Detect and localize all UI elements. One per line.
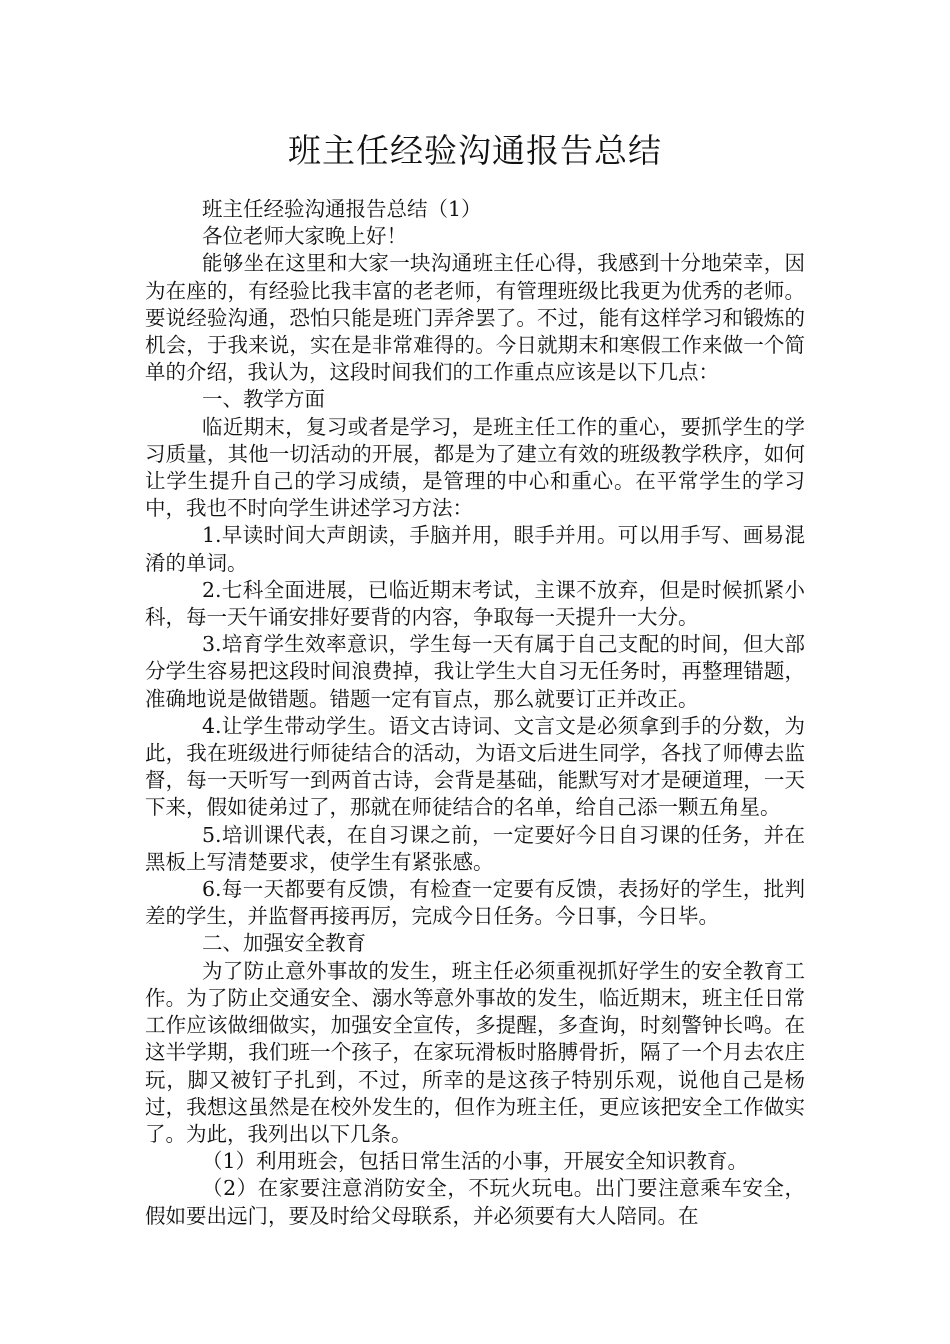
list-item-5: 5.培训课代表，在自习课之前，一定要好今日自习课的任务，并在黑板上写清楚要求，使学生有紧张感。 [145, 822, 805, 874]
safety-item-2: （2）在家要注意消防安全，不玩火玩电。出门要注意乘车安全，假如要出远门，要及时给父母联系，并必须要有大人陪同。在 [145, 1176, 805, 1228]
paragraph-subtitle: 班主任经验沟通报告总结（1） [202, 197, 482, 221]
paragraph-safety: 为了防止意外事故的发生，班主任必须重视抓好学生的安全教育工作。为了防止交通安全、溺水等意外事故的发生，临近期末，班主任日常工作应该做细做实，加强安全宣传，多提醒，多查询，时刻警钟长鸣。在这半学期，我们班一个孩子，在家玩滑板时胳膊骨折，隔了一个月去农庄玩，脚又被钉子扎到，不过，所幸的是这孩子特别乐观，说他自己是杨过，我想这虽然是在校外发生的，但作为班主任，更应该把安全工作做实了。为此，我列出以下几条。 [145, 958, 805, 1146]
document-title: 班主任经验沟通报告总结 [288, 131, 662, 170]
paragraph-greeting: 各位老师大家晚上好！ [202, 224, 407, 249]
paragraph-teaching: 临近期末，复习或者是学习，是班主任工作的重心，要抓学生的学习质量，其他一切活动的开展，都是为了建立有效的班级教学秩序，如何让学生提升自己的学习成绩，是管理的中心和重心。在平常学生的学习中，我也不时向学生讲述学习方法： [145, 414, 805, 521]
list-item-4: 4.让学生带动学生。语文古诗词、文言文是必须拿到手的分数，为此，我在班级进行师徒结合的活动，为语文后进生同学，各找了师傅去监督，每一天听写一到两首古诗，会背是基础，能默写对才是硬道理，一天下来，假如徒弟过了，那就在师徒结合的名单，给自己添一颗五角星。 [145, 713, 805, 820]
list-item-3: 3.培育学生效率意识，学生每一天有属于自己支配的时间，但大部分学生容易把这段时间浪费掉，我让学生大自习无任务时，再整理错题，准确地说是做错题。错题一定有盲点，那么就要订正并改正。 [145, 632, 805, 711]
list-item-1: 1.早读时间大声朗读，手脑并用，眼手并用。可以用手写、画易混淆的单词。 [145, 523, 805, 575]
paragraph-intro: 能够坐在这里和大家一块沟通班主任心得，我感到十分地荣幸，因为在座的，有经验比我丰富的老老师，有管理班级比我更为优秀的老师。要说经验沟通，恐怕只能是班门弄斧罢了。不过，能有这样学习和锻炼的机会，于我来说，实在是非常难得的。今日就期末和寒假工作来做一个简单的介绍，我认为，这段时间我们的工作重点应该是以下几点： [145, 251, 805, 385]
document-body [145, 196, 805, 1230]
list-item-2: 2.七科全面进展，已临近期末考试，主课不放弃，但是时候抓紧小科，每一天午诵安排好要背的内容，争取每一天提升一大分。 [145, 577, 805, 630]
safety-item-1: （1）利用班会，包括日常生活的小事，开展安全知识教育。 [202, 1149, 749, 1174]
list-item-6: 6.每一天都要有反馈，有检查一定要有反馈，表扬好的学生，批判差的学生，并监督再接再厉，完成今日任务。今日事，今日毕。 [145, 877, 805, 929]
section-heading-safety: 二、加强安全教育 [202, 931, 366, 956]
section-heading-teaching: 一、教学方面 [202, 387, 325, 412]
